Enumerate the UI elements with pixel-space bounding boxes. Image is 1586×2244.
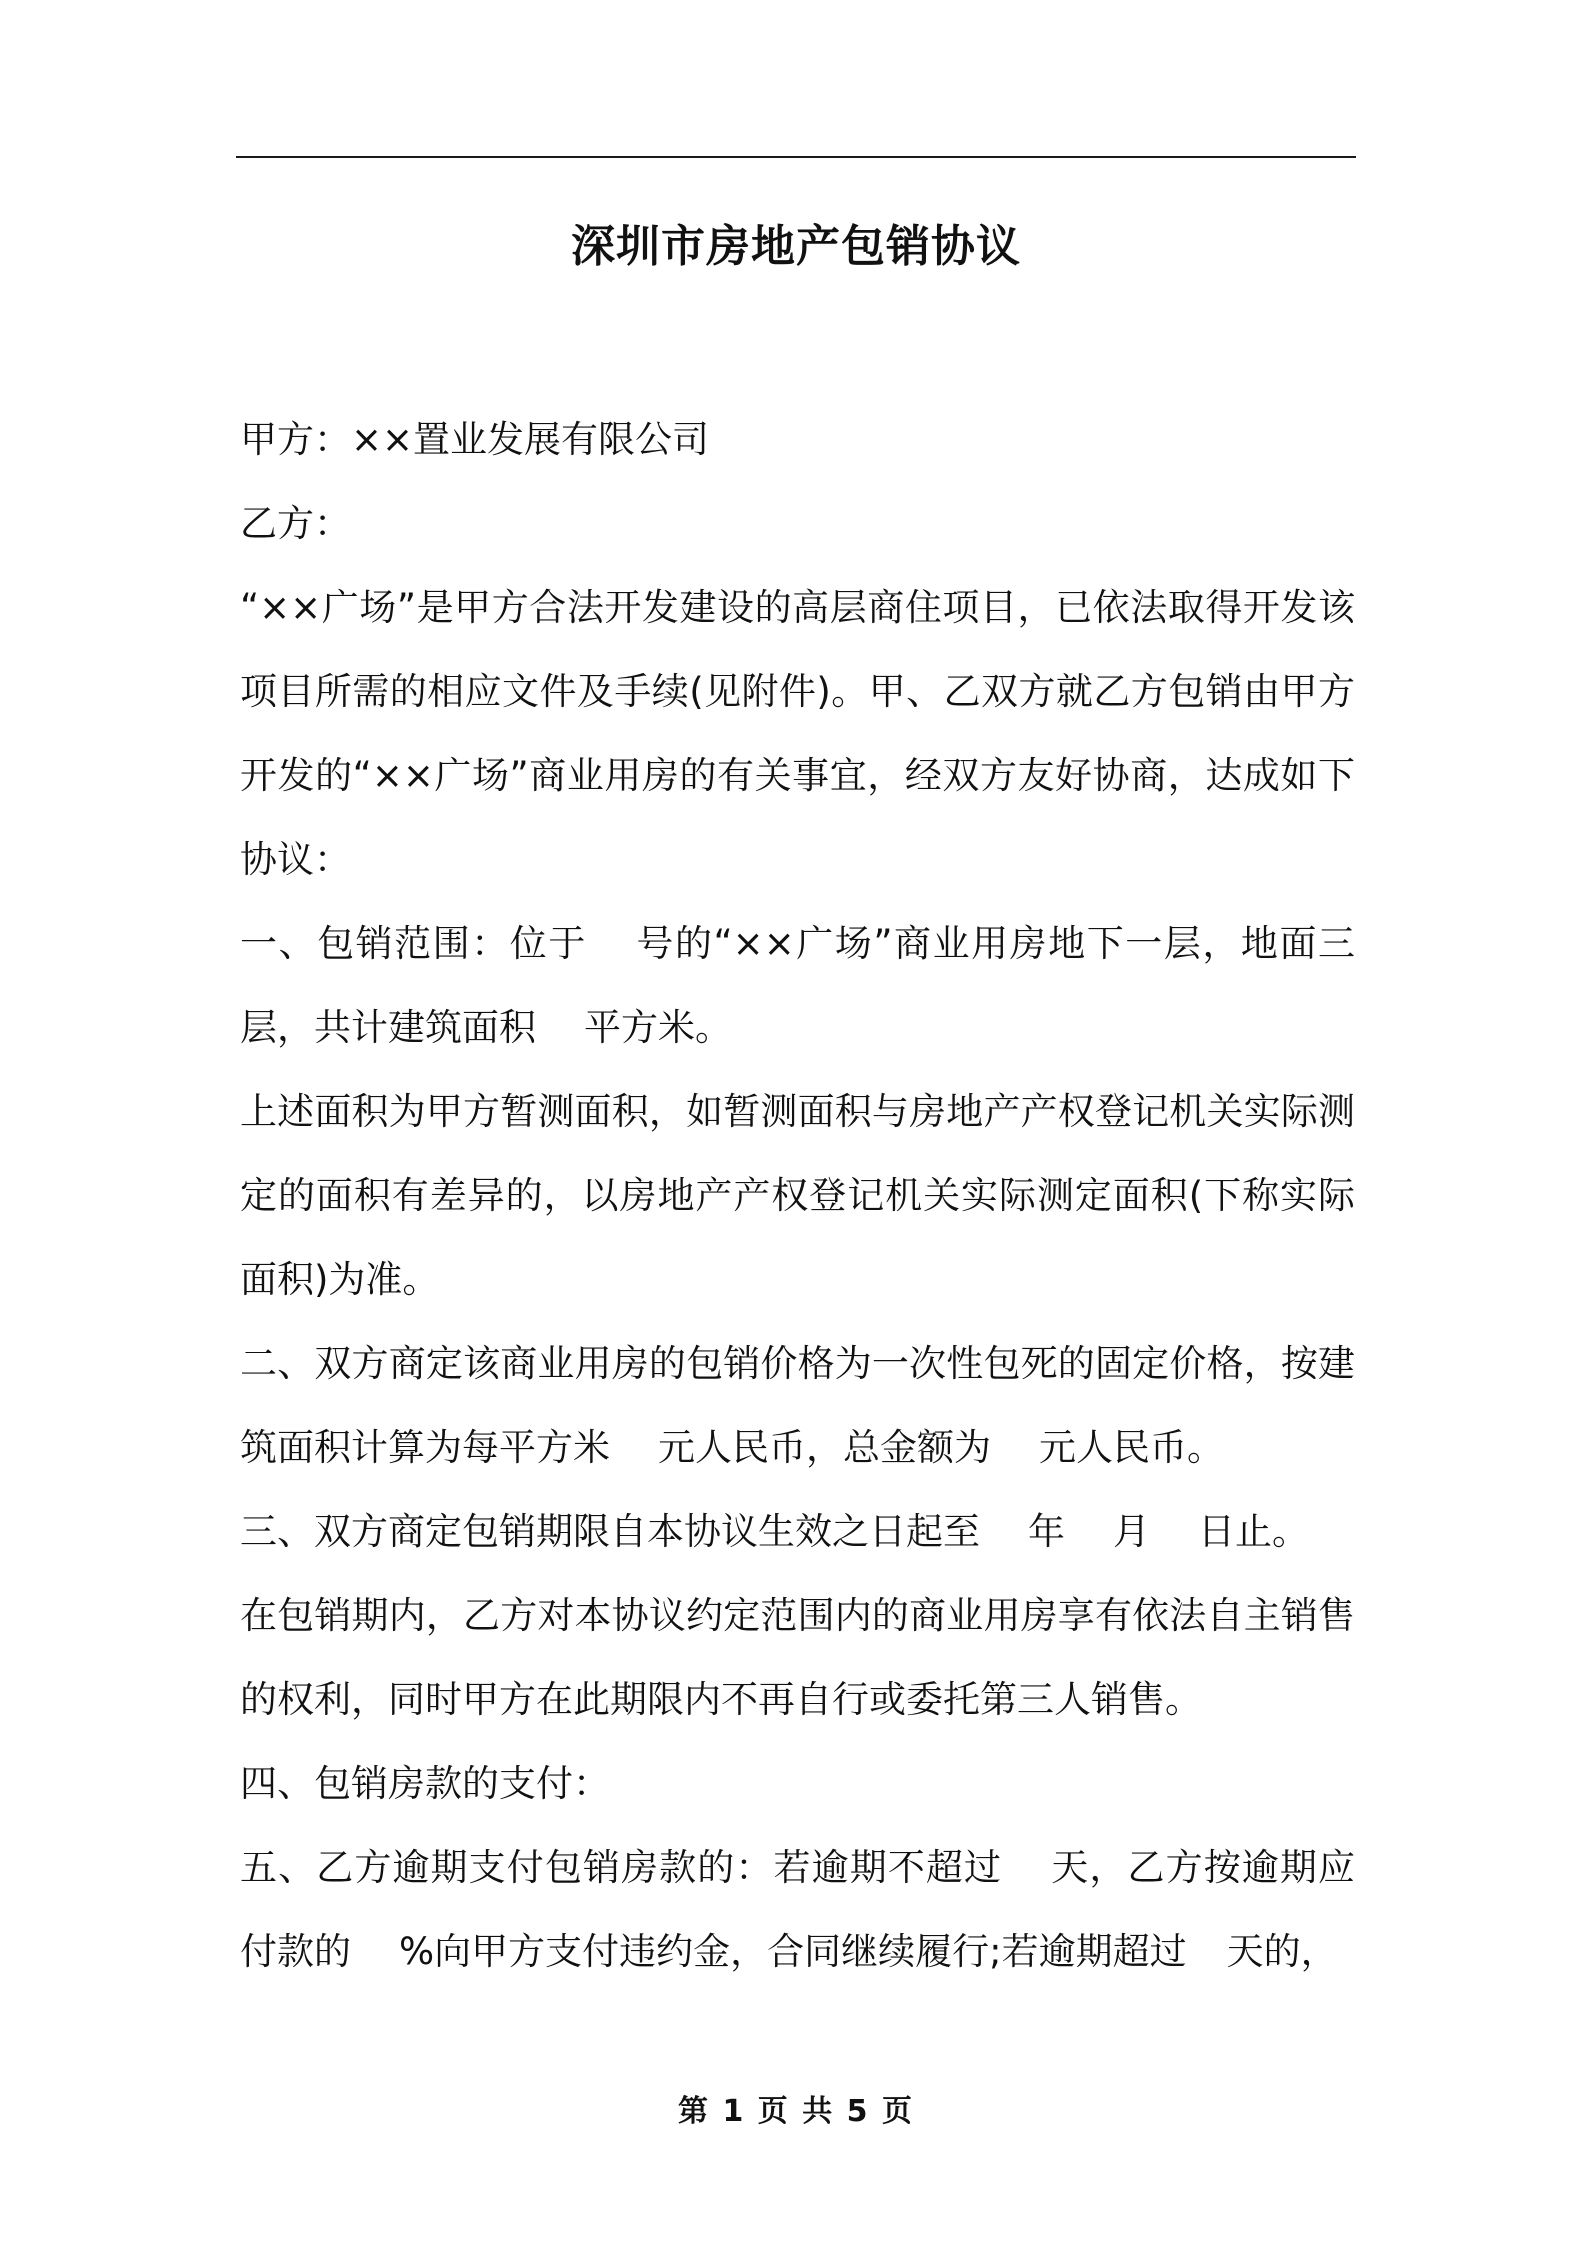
clause-5-text-d: 天的，: [1226, 1930, 1338, 1973]
header-rule: [236, 156, 1356, 158]
clause-1: [240, 902, 1355, 1070]
page-number: 第 1 页 共 5 页: [678, 2094, 914, 2129]
clause-3-note: 在包销期内，乙方对本协议约定范围内的商业用房享有依法自主销售的权利，同时甲方在此期限内不再自行或委托第三人销售。: [240, 1594, 1355, 1721]
document-title: 深圳市房地产包销协议: [571, 221, 1021, 272]
intro-paragraph: “××广场”是甲方合法开发建设的高层商住项目，已依法取得开发该项目所需的相应文件及手续(见附件)。甲、乙双方就乙方包销由甲方开发的“××广场”商业用房的有关事宜，经双方友好协商，达成如下协议：: [240, 586, 1355, 881]
clause-4: 四、包销房款的支付：: [240, 1762, 610, 1805]
clause-1-text-b: 号的“××广场”商业用房地下一层，地面三层，共计建筑面积: [240, 922, 1356, 1049]
document-body: [240, 398, 1355, 1994]
clause-5-text-a: 五、乙方逾期支付包销房款的：若逾期不超过: [240, 1846, 1003, 1889]
clause-3-day: 日止。: [1198, 1510, 1309, 1553]
clause-3: [240, 1490, 1355, 1574]
party-a-line: 甲方：××置业发展有限公司: [240, 418, 710, 461]
clause-2: [240, 1322, 1355, 1490]
clause-5-text-b: 天，乙方按逾期应付款的: [240, 1846, 1356, 1973]
clause-3-text-a: 三、双方商定包销期限自本协议生效之日起至: [240, 1510, 980, 1553]
party-b-line: 乙方：: [240, 502, 351, 545]
clause-2-text-c: 元人民币。: [1039, 1426, 1224, 1469]
clause-1-text-a: 一、包销范围：位于: [240, 922, 587, 965]
clause-5: [240, 1826, 1355, 1994]
clause-3-year: 年: [1028, 1510, 1065, 1553]
clause-1-text-c: 平方米。: [584, 1006, 732, 1049]
clause-5-text-c: %向甲方支付违约金，合同继续履行;若逾期超过: [399, 1930, 1187, 1973]
clause-1-note: 上述面积为甲方暂测面积，如暂测面积与房地产产权登记机关实际测定的面积有差异的，以房地产产权登记机关实际测定面积(下称实际面积)为准。: [240, 1090, 1355, 1301]
clause-2-text-b: 元人民币，总金额为: [658, 1426, 991, 1469]
clause-2-text-a: 二、双方商定该商业用房的包销价格为一次性包死的固定价格，按建筑面积计算为每平方米: [240, 1342, 1355, 1469]
clause-3-month: 月: [1113, 1510, 1150, 1553]
